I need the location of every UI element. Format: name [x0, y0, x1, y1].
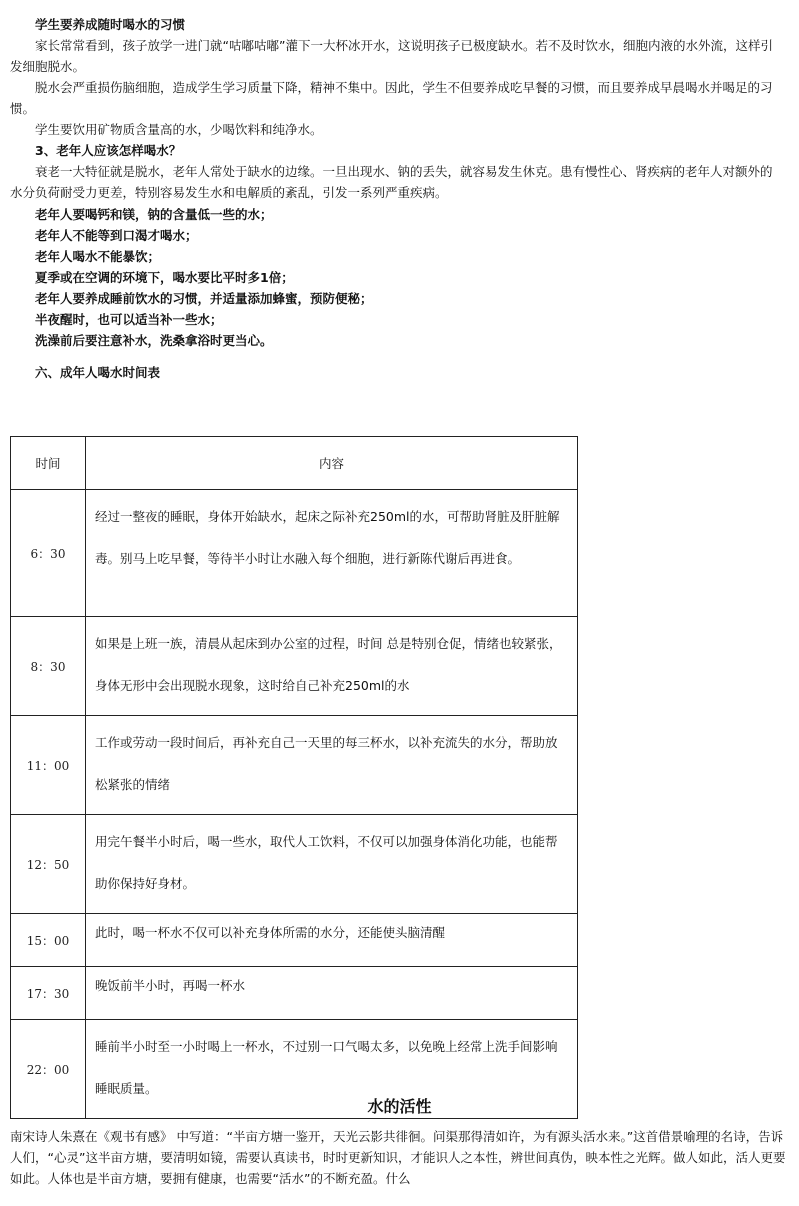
elderly-tip: 老年人喝水不能暴饮； [35, 249, 161, 264]
paragraph-elderly: 衰老一大特征就是脱水，老年人常处于缺水的边缘。一旦出现水、钠的丢失，就容易发生休克。患有慢性心、肾疾病的老年人对额外的水分负荷耐受力更差，特别容易发生水和电解质的紊乱，引发一系列严重疾病。 [10, 164, 773, 200]
table-row [11, 490, 578, 617]
time-cell: 22：00 [11, 1020, 86, 1119]
time-cell: 12：50 [11, 815, 86, 914]
heading-students: 学生要养成随时喝水的习惯 [35, 17, 186, 32]
paragraph-students-2: 脱水会严重损伤脑细胞，造成学生学习质量下降，精神不集中。因此，学生不但要养成吃早餐的习惯，而且要养成早晨喝水并喝足的习惯。 [10, 80, 773, 116]
heading-elderly: 3、老年人应该怎样喝水？ [35, 143, 182, 158]
content-cell: 经过一整夜的睡眠，身体开始缺水，起床之际补充250ml的水，可帮助肾脏及肝脏解毒。别马上吃早餐，等待半小时让水融入每个细胞，进行新陈代谢后再进食。 [86, 490, 578, 617]
table-header-row [11, 437, 578, 490]
content-cell: 睡前半小时至一小时喝上一杯水，不过别一口气喝太多，以免晚上经常上洗手间影响睡眠质量。 [86, 1020, 578, 1119]
content-cell: 用完午餐半小时后，喝一些水，取代人工饮料，不仅可以加强身体消化功能，也能帮助你保持好身材。 [86, 815, 578, 914]
section-title: 水的活性 [367, 1097, 432, 1116]
table-row [11, 617, 578, 716]
content-cell: 工作或劳动一段时间后，再补充自己一天里的每三杯水，以补充流失的水分，帮助放松紧张的情绪 [86, 716, 578, 815]
elderly-tip: 老年人要养成睡前饮水的习惯，并适量添加蜂蜜，预防便秘； [35, 291, 373, 306]
time-cell: 8：30 [11, 617, 86, 716]
paragraph-students-1: 家长常常看到，孩子放学一进门就“咕嘟咕嘟”灌下一大杯冰开水，这说明孩子已极度缺水。若不及时饮水，细胞内液的水外流，这样引发细胞脱水。 [10, 38, 773, 74]
paragraph-students-3: 学生要饮用矿物质含量高的水，少喝饮料和纯净水。 [35, 122, 323, 137]
content-cell: 如果是上班一族，清晨从起床到办公室的过程，时间 总是特别仓促，情绪也较紧张，身体无形中会出现脱水现象，这时给自己补充250ml的水 [86, 617, 578, 716]
table-row [11, 716, 578, 815]
elderly-tip: 老年人要喝钙和镁，钠的含量低一些的水； [35, 207, 273, 222]
time-cell: 6：30 [11, 490, 86, 617]
time-cell: 15：00 [11, 914, 86, 967]
paragraph-water-activity: 南宋诗人朱熹在《观书有感》 中写道：“半亩方塘一鉴开，天光云影共徘徊。问渠那得清如许，为有源头活水来。”这首借景喻理的名诗，告诉人们，“心灵”这半亩方塘，要清明如镜，需要认真读书，时时更新知识，才能识人之本性，辨世间真伪，映本性之光辉。做人如此，活人更要如此。人体也是半亩方塘，要拥有健康，也需要“活水”的不断充盈。什么 [10, 1129, 786, 1186]
column-header-time: 时间 [11, 437, 86, 490]
elderly-tip: 洗澡前后要注意补水，洗桑拿浴时更当心。 [35, 333, 273, 348]
elderly-tip: 夏季或在空调的环境下，喝水要比平时多1倍； [35, 270, 294, 285]
elderly-tip: 半夜醒时，也可以适当补一些水； [35, 312, 223, 327]
table-row [11, 815, 578, 914]
table-row [11, 914, 578, 967]
column-header-content: 内容 [86, 437, 578, 490]
content-cell: 此时，喝一杯水不仅可以补充身体所需的水分，还能使头脑清醒 [86, 914, 578, 967]
content-cell: 晚饭前半小时，再喝一杯水 [86, 967, 578, 1020]
water-schedule-table [10, 436, 578, 1119]
time-cell: 17：30 [11, 967, 86, 1020]
heading-schedule: 六、成年人喝水时间表 [35, 365, 161, 380]
time-cell: 11：00 [11, 716, 86, 815]
elderly-tip: 老年人不能等到口渴才喝水； [35, 228, 198, 243]
table-row [11, 967, 578, 1020]
